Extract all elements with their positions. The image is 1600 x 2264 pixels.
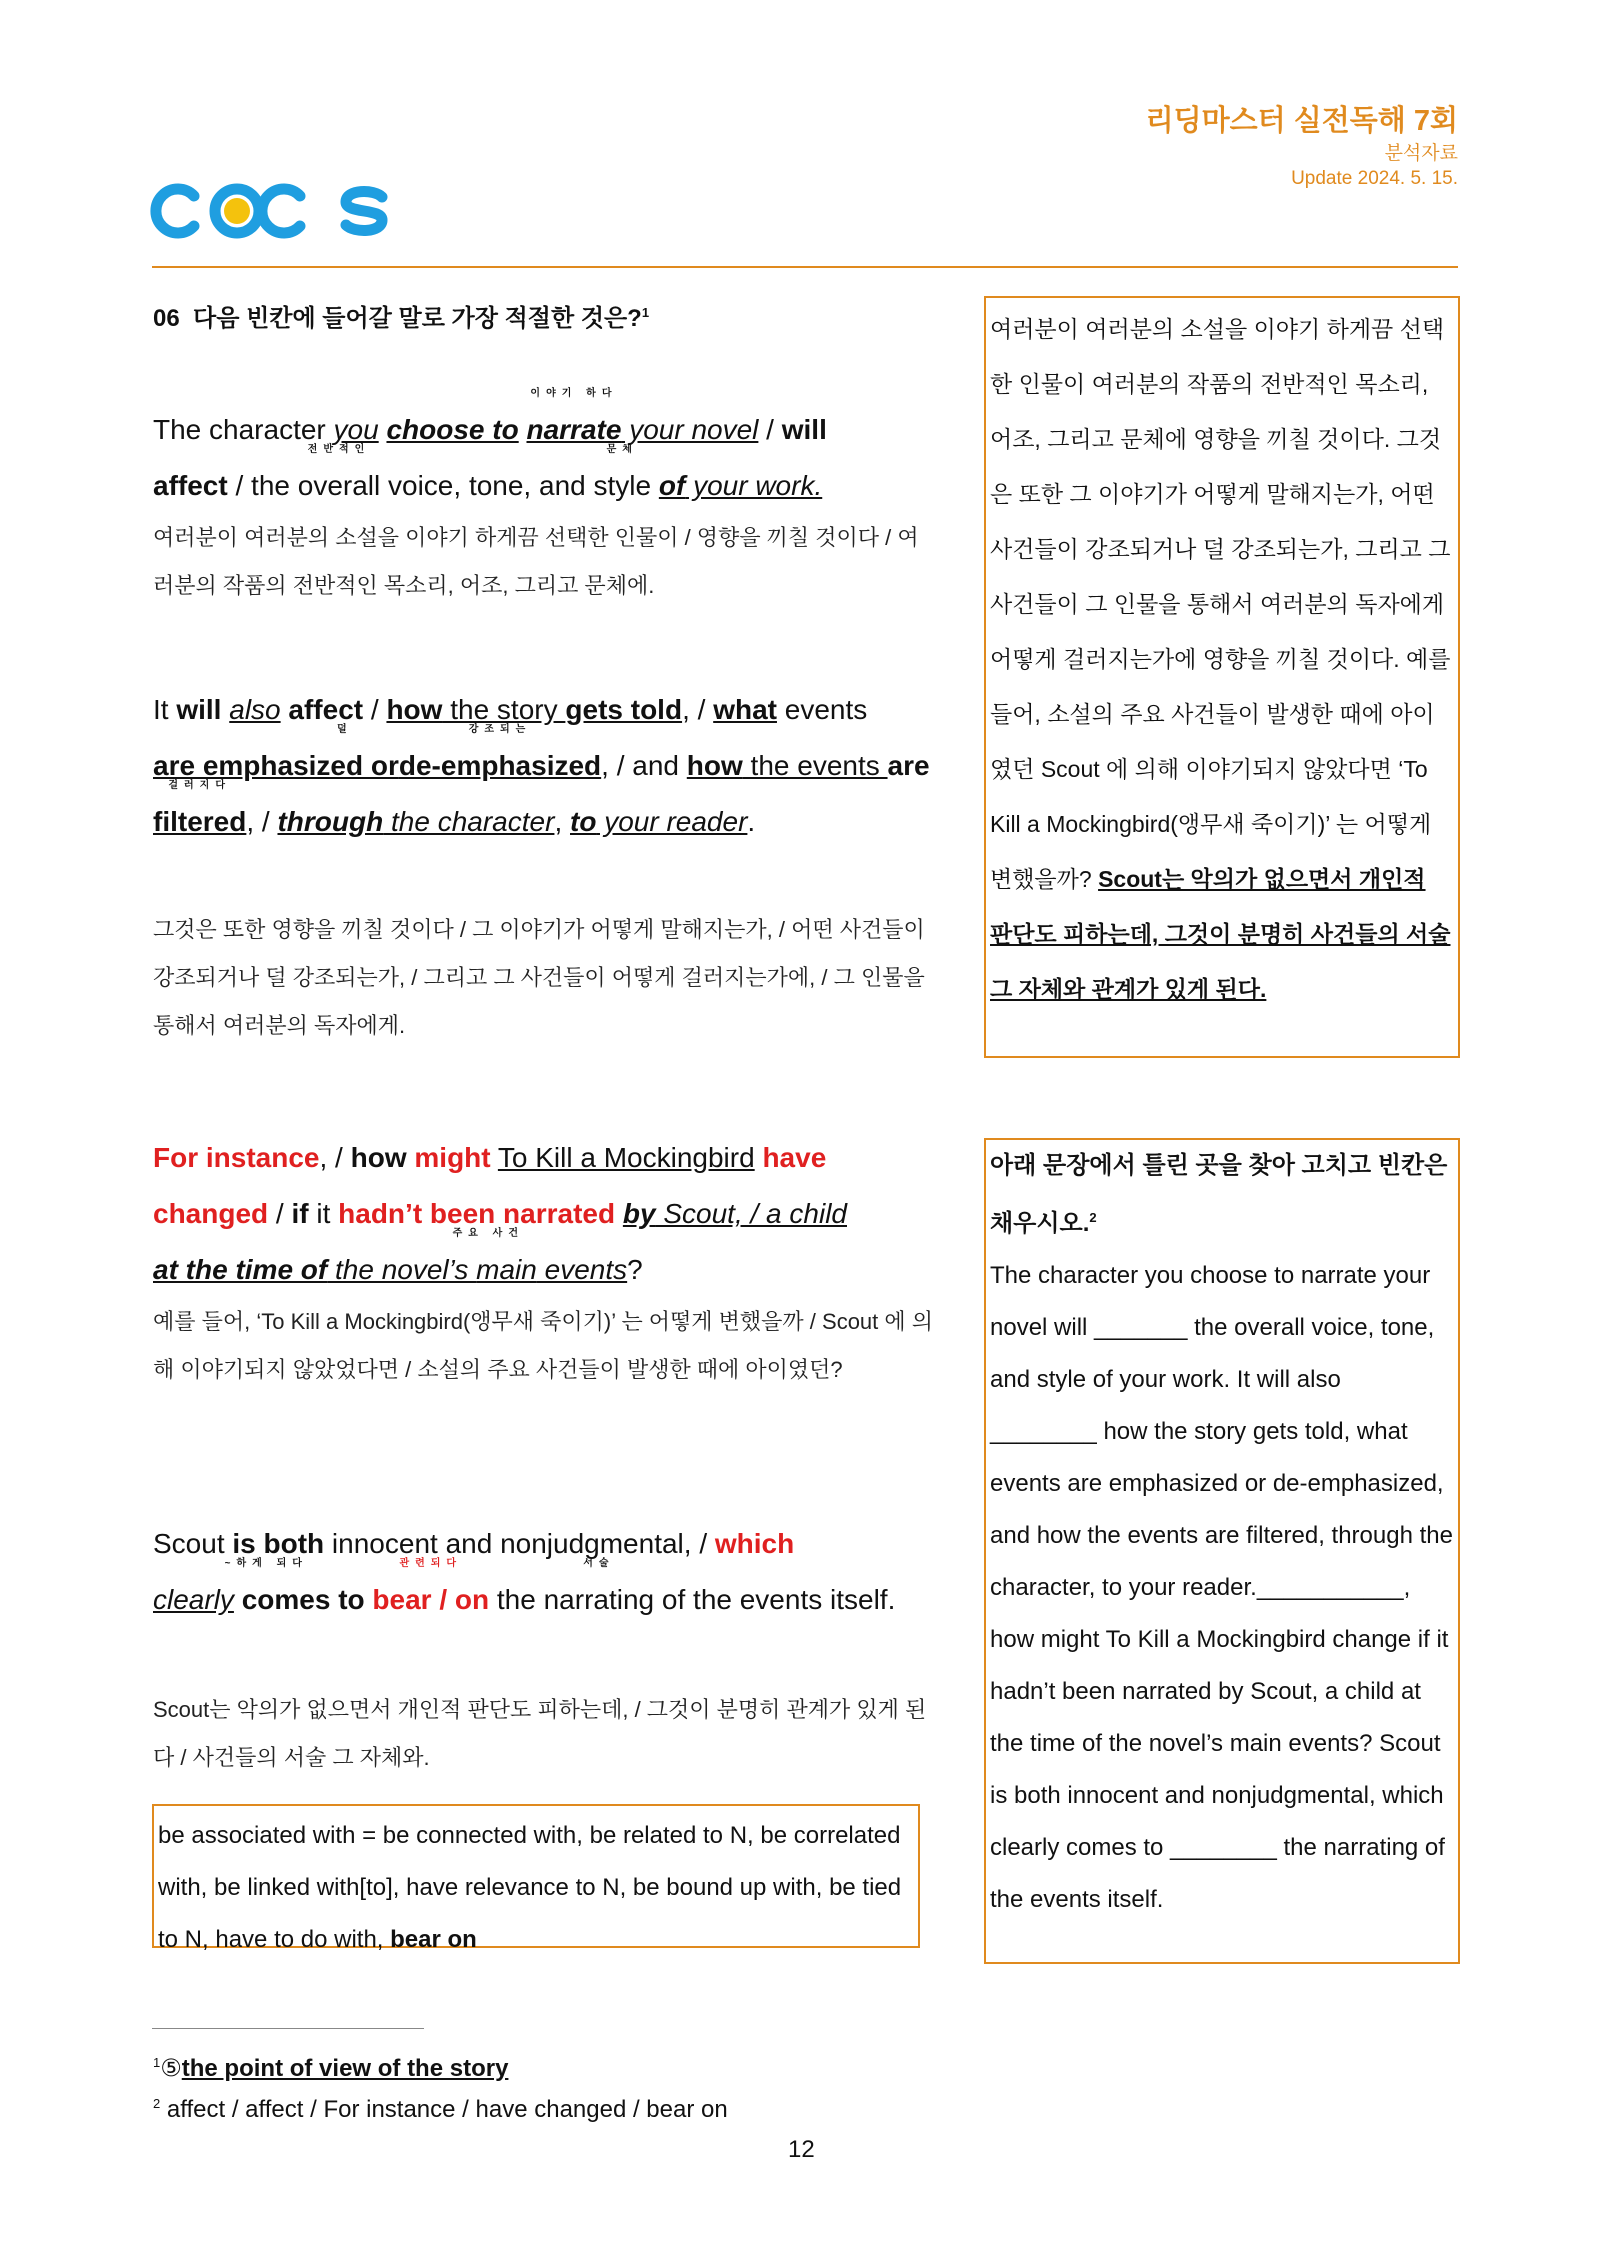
question-heading [153, 298, 649, 333]
header-divider [152, 266, 1458, 268]
sentence-1-english: The character you choose to 이야기 하다 narrate your novel / will affect / the 전반적인 overall voice, tone, and 문체 style of your work. [153, 388, 827, 501]
sentence-4-korean: Scout는 악의가 없으면서 개인적 판단도 피하는데, / 그것이 분명히 관계가 있게 된다 / 사건들의 서술 그 자체와. [153, 1697, 927, 1770]
page-number: 12 [788, 2136, 815, 2163]
exercise-text: The character you choose to narrate your novel will _______ the overall voice, tone, and style of your work. It will also ________ how the story gets told, what events are emphasized or de-emphasized, and how the events are filtered, through the character, to your reader.___________, how might To Kill a Mockingbird change if it hadn’t been narrated by Scout, a child at the time of the novel’s main events? Scout is both innocent and nonjudgmental, which clearly comes to ________ the narrating of the events itself. [990, 1262, 1453, 1913]
translation-box: 여러분이 여러분의 소설을 이야기 하게끔 선택한 인물이 여러분의 작품의 전반적인 목소리, 어조, 그리고 문체에 영향을 끼칠 것이다. 그것은 또한 그 이야기가 어떻게 말해지는가, 어떤 사건들이 강조되거나 덜 강조되는가, 그리고 그 사건들이 그 인물을 통해서 여러분의 독자에게 어떻게 걸러지는가에 영향을 끼칠 것이다. 예를 들어, 소설의 주요 사건들이 발생한 때에 아이였던 Scout 에 의해 이야기되지 않았다면 ‘To Kill a Mockingbird(앵무새 죽이기)’ 는 어떻게 변했을까? Scout는 악의가 없으면서 개인적 판단도 피하는데, 그것이 분명히 사건들의 서술 그 자체와 관계가 있게 된다. [984, 296, 1460, 1058]
cacos-logo [150, 180, 390, 247]
footnote-ref: 1 [641, 305, 650, 320]
synonym-box: be associated with = be connected with, be related to N, be correlated with, be linked with[to], have relevance to N, be bound up with, be tied to N, have to do with, bear on [152, 1804, 920, 1948]
exercise-title: 아래 문장에서 틀린 곳을 찾아 고치고 빈칸은 채우시오.$^2$ [990, 1152, 1448, 1237]
exercise-box [984, 1138, 1460, 1964]
footnote-divider [152, 2028, 424, 2029]
document-subtitle: 분석자료 [1384, 143, 1458, 164]
sentence-3-english: For instance, / how might To Kill a Mockingbird have changed / if it hadn’t been narrated by Scout, / a child at the time of the novel’s 주요 사건 main events? [153, 1142, 847, 1285]
sentence-4-english: Scout is both innocent and nonjudgmental, / which clearly ~하게 되다 comes to 관련되다 bear / on the 서술 narrating of the events itself. [153, 1528, 896, 1615]
footnote-1: $^1$⑤the point of view of the story [153, 2055, 509, 2082]
update-date: Update 2024. 5. 15. [1291, 168, 1458, 189]
question-text: 다음 빈칸에 들어갈 말로 가장 적절한 것은? [193, 305, 642, 332]
sentence-1-korean: 여러분이 여러분의 소설을 이야기 하게끔 선택한 인물이 / 영향을 끼칠 것이다 / 여러분의 작품의 전반적인 목소리, 어조, 그리고 문체에. [153, 525, 919, 598]
sentence-2-korean: 그것은 또한 영향을 끼칠 것이다 / 그 이야기가 어떻게 말해지는가, / 어떤 사건들이 강조되거나 덜 강조되는가, / 그리고 그 사건들이 어떻게 걸러지는가에, / 그 인물을 통해서 여러분의 독자에게. [153, 917, 925, 1038]
sentence-2-english: It will also affect / how the story gets told, / what events 덜 are emphasized or 강조되는 de-emphasized, / and how the events are 걸러지다 filtered, / through the character, to your reader. [153, 694, 930, 837]
question-number: 06 [153, 305, 180, 332]
document-title: 리딩마스터 실전독해 7회 [1145, 105, 1458, 137]
sentence-3-korean: 예를 들어, ‘To Kill a Mockingbird(앵무새 죽이기)’ 는 어떻게 변했을까 / Scout 에 의해 이야기되지 않았었다면 / 소설의 주요 사건들이 발생한 때에 아이였던? [153, 1309, 934, 1382]
footnote-2: $^2$ affect / affect / For instance / have changed / bear on [153, 2096, 728, 2123]
